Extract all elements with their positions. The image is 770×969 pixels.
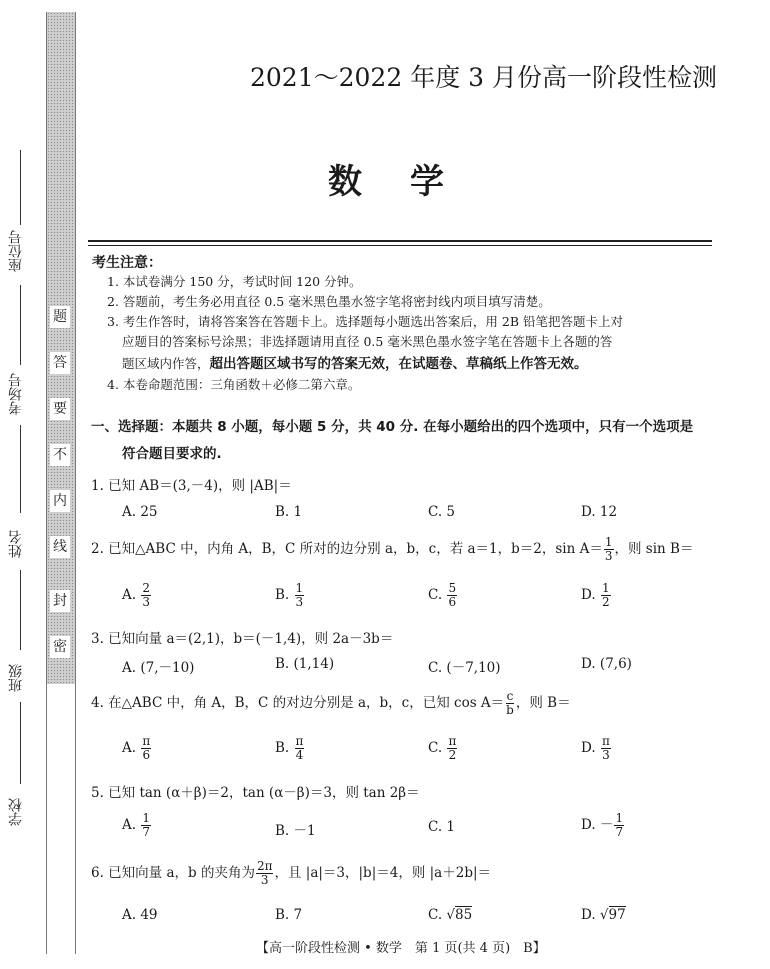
q3-option-b: B. (1,14) — [275, 656, 335, 672]
binding-strip-lower — [46, 684, 76, 954]
question-4-stem: 4. 在△ABC 中，角 A，B，C 的对边分别是 a，b，c，已知 cos A＝ $\frac{c}{b}$ ，则 B＝ — [91, 689, 571, 717]
fraction: $\frac{2\pi}{3}$ — [256, 859, 273, 887]
seal-char: 不 — [50, 444, 70, 466]
divider — [88, 240, 712, 242]
divider — [88, 245, 712, 246]
notice-heading: 考生注意： — [92, 255, 162, 271]
q6-option-c: C. √85 — [428, 907, 473, 923]
school-label: 学校 — [8, 798, 24, 826]
class-line[interactable] — [20, 570, 21, 650]
q2-option-b: B. $\frac{1}{3}$ — [275, 581, 304, 609]
question-6-stem: 6. 已知向量 a，b 的夹角为 $\frac{2\pi}{3}$ ，且 |a|＝3，|b|＝4，则 |a＋2b|＝ — [91, 859, 492, 887]
q2-option-a: A. $\frac{2}{3}$ — [122, 581, 150, 609]
q1-option-c: C. 5 — [428, 504, 456, 520]
fraction: $\frac{c}{b}$ — [506, 689, 514, 717]
section-heading: 一、选择题：本题共 8 小题，每小题 5 分，共 40 分. 在每小题给出的四个选项中，只有一个选项是 — [91, 419, 694, 435]
notice-item: 应题目的答案标号涂黑；非选择题请用直径 0.5 毫米黑色墨水签字笔在答题卡上各题的答 — [122, 334, 613, 349]
notice-item: 4. 本卷命题范围：三角函数＋必修二第六章。 — [107, 377, 361, 392]
q4-option-c: C. $\frac{\pi}{2}$ — [428, 734, 457, 762]
q6-option-b: B. 7 — [275, 907, 303, 923]
q5-option-b: B. －1 — [275, 823, 316, 839]
class-label: 班级 — [8, 664, 24, 692]
seal-char: 要 — [50, 398, 70, 420]
section-heading-cont: 符合题目要求的. — [122, 446, 222, 462]
seal-char: 封 — [50, 590, 70, 612]
subject-title: 数学 — [328, 162, 492, 202]
seat-number-line[interactable] — [20, 150, 21, 225]
question-2-stem: 2. 已知△ABC 中，内角 A，B，C 所对的边分别 a，b，c，若 a＝1，b＝2，sin A＝ $\frac{1}{3}$ ，则 sin B＝ — [91, 535, 694, 563]
notice-item: 3. 考生作答时，请将答案答在答题卡上。选择题每小题选出答案后，用 2B 铅笔把答题卡上对 — [107, 314, 623, 329]
question-5-stem: 5. 已知 tan (α＋β)＝2，tan (α－β)＝3，则 tan 2β＝ — [91, 785, 420, 801]
q4-option-b: B. $\frac{\pi}{4}$ — [275, 734, 304, 762]
q3-option-d: D. (7,6) — [581, 656, 632, 672]
binding-strip — [46, 12, 76, 684]
question-3-stem: 3. 已知向量 a＝(2,1)，b＝(－1,4)，则 2a－3b＝ — [91, 631, 394, 647]
seat-number-label: 座位号 — [8, 230, 24, 272]
q4-option-d: D. $\frac{\pi}{3}$ — [581, 734, 610, 762]
q5-option-a: A. $\frac{1}{7}$ — [122, 811, 150, 839]
seal-char: 答 — [50, 352, 70, 374]
notice-emphasis: 超出答题区域书写的答案无效，在试题卷、草稿纸上作答无效。 — [209, 356, 588, 372]
notice-item-line3: 题区域内作答，超出答题区域书写的答案无效，在试题卷、草稿纸上作答无效。 — [122, 356, 588, 372]
q4-option-a: A. $\frac{\pi}{6}$ — [122, 734, 151, 762]
q6-option-d: D. √97 — [581, 907, 626, 923]
q5-option-c: C. 1 — [428, 819, 456, 835]
q6-option-a: A. 49 — [122, 907, 158, 923]
q5-option-d: D. － $\frac{1}{7}$ — [581, 811, 624, 839]
name-line[interactable] — [20, 425, 21, 513]
question-1-stem: 1. 已知 AB＝(3,－4)，则 |AB|＝ — [91, 478, 292, 494]
exam-room-label: 考场号 — [8, 373, 24, 415]
seal-char: 线 — [50, 536, 70, 558]
fraction: $\frac{1}{3}$ — [604, 535, 613, 563]
q3-option-c: C. (－7,10) — [428, 660, 501, 676]
q2-option-c: C. $\frac{5}{6}$ — [428, 581, 457, 609]
seal-char: 密 — [50, 636, 70, 658]
q1-option-d: D. 12 — [581, 504, 618, 520]
page-footer: 【高一阶段性检测 • 数学 第 1 页(共 4 页) B】 — [256, 941, 546, 956]
seal-char: 题 — [50, 306, 70, 328]
exam-room-line[interactable] — [20, 285, 21, 365]
notice-item: 2. 答题前，考生务必用直径 0.5 毫米黑色墨水签字笔将密封线内项目填写清楚。 — [107, 294, 551, 309]
q3-option-a: A. (7,－10) — [122, 660, 195, 676]
name-label: 姓名 — [8, 530, 24, 558]
exam-title: 2021～2022 年度 3 月份高一阶段性检测 — [250, 63, 717, 92]
q2-option-d: D. $\frac{1}{2}$ — [581, 581, 610, 609]
school-line[interactable] — [20, 702, 21, 784]
q1-option-b: B. 1 — [275, 504, 303, 520]
q1-option-a: A. 25 — [122, 504, 158, 520]
seal-char: 内 — [50, 490, 70, 512]
notice-item: 1. 本试卷满分 150 分，考试时间 120 分钟。 — [107, 274, 362, 289]
